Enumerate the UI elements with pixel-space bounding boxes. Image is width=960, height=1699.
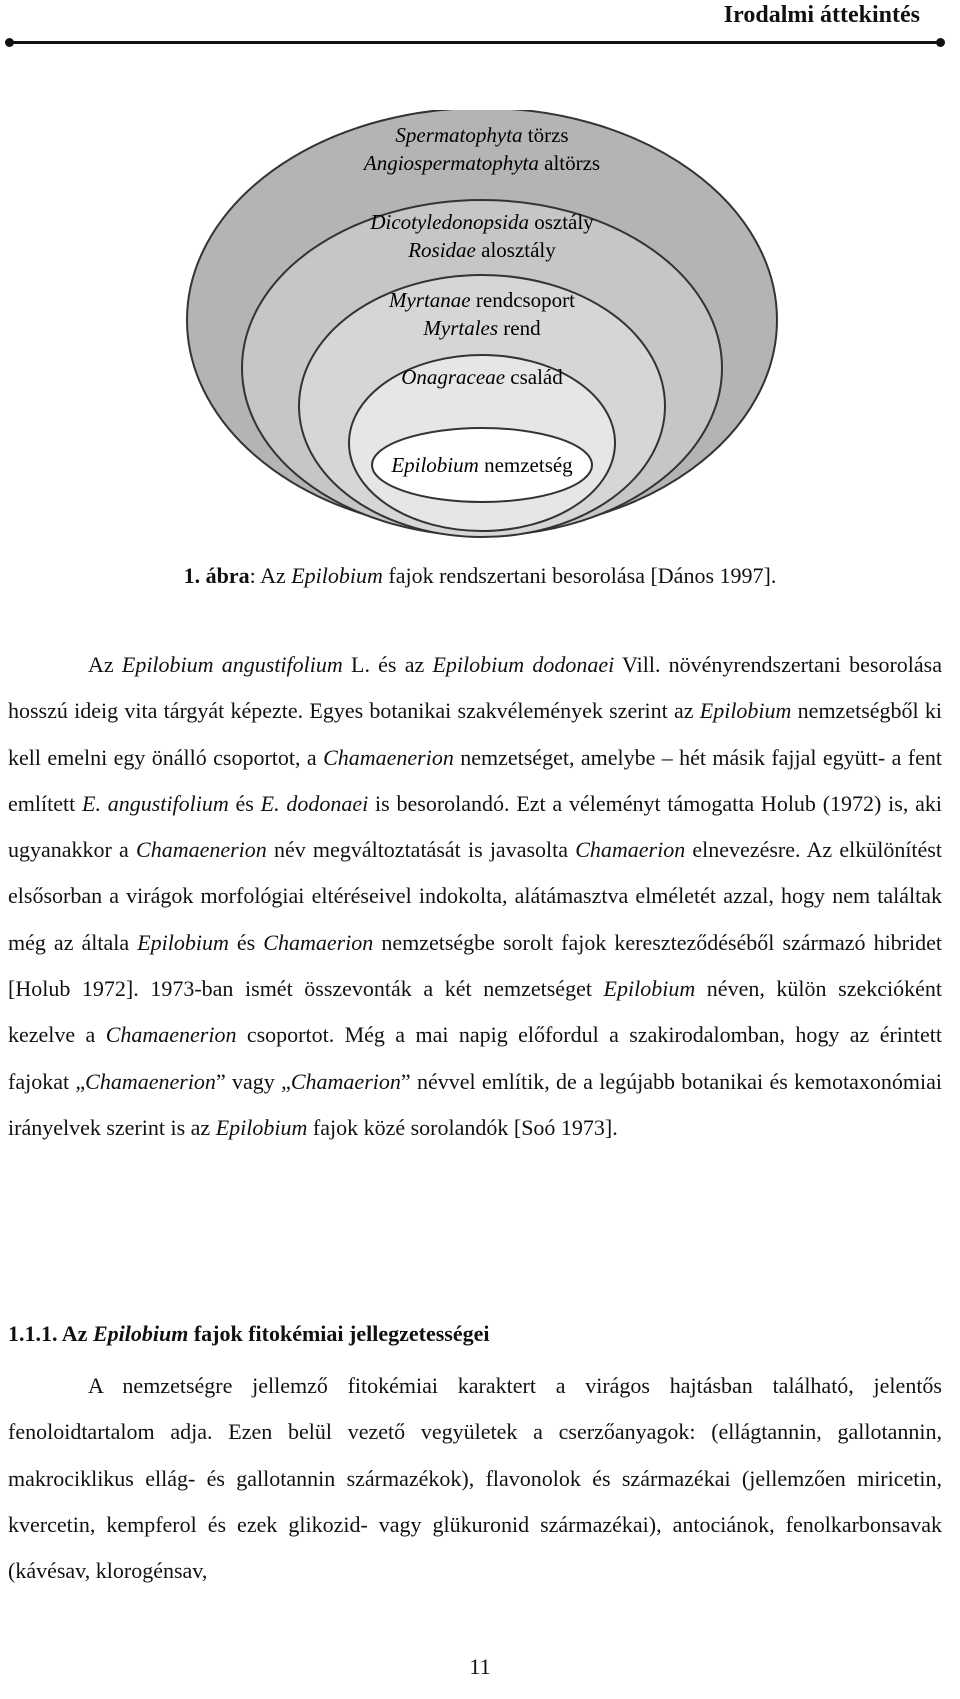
caption-text-after: fajok rendszertani besorolása [Dános 1997]. <box>382 563 777 588</box>
text-run: ” névvel említik, de a legújabb botanikai és kemotaxonómiai irányelvek szerint is az <box>8 1068 942 1140</box>
diagram-label-3-1: Myrtanae rendcsoport <box>388 288 576 312</box>
italic-term: Epilobium <box>699 698 792 724</box>
page-number: 11 <box>469 1654 491 1679</box>
diagram-label-2-1: Dicotyledonopsida osztály <box>370 210 594 234</box>
figure-caption <box>0 563 960 589</box>
section-text-before: Az <box>57 1321 93 1346</box>
text-run: fajok közé sorolandók [Soó 1973]. <box>307 1114 618 1140</box>
text-run: néven, külön szekcióként kezelve a <box>8 976 942 1048</box>
text-run: ” vagy „ <box>215 1068 291 1094</box>
paragraph-taxonomy <box>8 642 942 1151</box>
italic-term: Chamaenerion <box>136 837 267 863</box>
diagram-label-3-2: Myrtales rend <box>423 316 541 340</box>
diagram-label-4-1: Onagraceae család <box>401 365 563 389</box>
italic-term: Chamaerion <box>263 929 374 955</box>
text-run: Az <box>88 652 122 677</box>
italic-term: Epilobium dodonaei <box>432 652 615 677</box>
italic-term: Epilobium angustifolium <box>121 652 343 677</box>
text-run: L. és az <box>342 652 433 677</box>
header-rule <box>8 41 942 44</box>
text-run: A nemzetségre jellemző fitokémiai karaktert a virágos hajtásban található, jelentős fenoloidtartalom adja. Ezen belül vezető vegyületek a cserzőanyagok: (ellágtannin, gallotannin, makrociklikus ellág- és gallotannin származékok), flavonolok és származékai (jellemzően miricetin, kvercetin, kempferol és ezek glikozid- vagy glükuronid származékai), antociánok, fenolkarbonsavak (kávésav, klorogénsav, <box>8 1373 942 1584</box>
italic-term: Chamaerion <box>575 837 686 863</box>
caption-label: 1. ábra <box>183 563 250 588</box>
rule-dot-left <box>5 38 14 47</box>
text-run: Vill. növényrendszertani besorolása hosszú ideig vita tárgyát képezte. Egyes botanikai szakvélemények szerint az <box>8 652 942 724</box>
section-genus: Epilobium <box>92 1321 189 1346</box>
italic-term: Chamaenerion <box>323 744 454 770</box>
text-run: név megváltoztatását is javasolta <box>266 837 576 863</box>
italic-term: Chamaenerion <box>105 1022 237 1048</box>
italic-term: E. dodonaei <box>260 790 369 816</box>
diagram-label-1-1: Spermatophyta törzs <box>395 123 569 147</box>
text-run: csoportot. Még a mai napig előfordul a szakirodalomban, hogy az érintett fajokat „ <box>8 1022 943 1094</box>
paragraph-phytochemistry <box>8 1363 942 1594</box>
text-run: nemzetséget, amelybe – hét másik fajjal együtt- a fent említett <box>8 744 942 816</box>
italic-term: Epilobium <box>603 976 696 1002</box>
text-run: és <box>228 929 264 955</box>
diagram-label-5-1: Epilobium nemzetség <box>391 453 573 477</box>
text-run: nemzetségből ki kell emelni egy önálló csoportot, a <box>8 698 942 770</box>
diagram-label-1-2: Angiospermatophyta altörzs <box>363 151 601 175</box>
section-number: 1.1.1. <box>8 1321 58 1346</box>
italic-term: Epilobium <box>215 1114 308 1140</box>
caption-text-before: : Az <box>249 563 292 588</box>
header-title: Irodalmi áttekintés <box>723 2 920 28</box>
rule-dot-right <box>936 38 945 47</box>
text-run: elnevezésre. Az elkülönítést elsősorban a virágok morfológiai eltéréseivel indokolta, alátámasztva elméletét azzal, hogy nem találtak még az általa <box>8 837 942 955</box>
taxonomy-nested-diagram <box>0 110 960 550</box>
section-heading <box>8 1321 489 1347</box>
italic-term: Epilobium <box>137 929 229 955</box>
text-run: és <box>228 790 261 816</box>
italic-term: E. angustifolium <box>82 790 229 816</box>
diagram-label-2-2: Rosidae alosztály <box>408 238 556 262</box>
caption-genus: Epilobium <box>291 563 383 588</box>
italic-term: Chamaerion <box>290 1068 401 1094</box>
text-run: is besorolandó. Ezt a véleményt támogatta Holub (1972) is, aki ugyanakkor a <box>8 790 943 863</box>
italic-term: Chamaenerion <box>85 1068 216 1094</box>
diagram-rings <box>187 110 777 537</box>
section-text-after: fajok fitokémiai jellegzetességei <box>188 1321 490 1346</box>
text-run: nemzetségbe sorolt fajok kereszteződéséből származó hibridet [Holub 1972]. 1973-ban ismét összevonták a két nemzetséget <box>8 929 942 1002</box>
